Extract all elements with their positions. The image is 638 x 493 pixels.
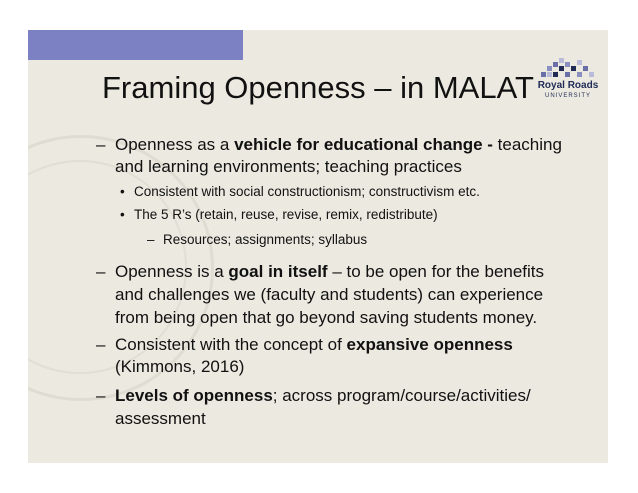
university-logo — [537, 58, 603, 108]
logo-text-sub: UNIVERSITY — [544, 93, 591, 99]
bullet-2-line-1: Openness is a goal in itself – to be open for the benefits — [115, 262, 545, 281]
bullet-3-line-1: Consistent with the concept of expansive openness — [115, 335, 513, 354]
header-accent-bar — [28, 30, 243, 60]
logo-mark-icon — [541, 58, 597, 80]
sub-sub-bullet-1: Resources; assignments; syllabus — [163, 232, 368, 247]
sub-bullet-dot: • — [120, 184, 125, 199]
sub-bullet-1: Consistent with social constructionism; constructivism etc. — [134, 184, 480, 199]
logo-text-name: Royal Roads — [537, 80, 599, 91]
sub-bullet-dot: • — [120, 207, 125, 222]
slide-title: Framing Openness – in MALAT — [102, 70, 534, 105]
bullet-dash: – — [96, 135, 106, 154]
bullet-4-line-1: Levels of openness; across program/course/activities/ — [115, 386, 531, 405]
bullet-dash: – — [96, 386, 106, 405]
bullet-dash: – — [96, 262, 106, 281]
bullet-dash: – — [96, 335, 106, 354]
bullet-4-line-2: assessment — [115, 409, 206, 428]
bullet-2-line-3: from being open that go beyond saving students money. — [115, 308, 538, 327]
bullet-1-line-1: Openness as a vehicle for educational change - teaching — [115, 135, 562, 154]
sub-sub-bullet-dash: – — [147, 232, 155, 247]
sub-bullet-2: The 5 R’s (retain, reuse, revise, remix, redistribute) — [134, 207, 438, 222]
bullet-3-line-2: (Kimmons, 2016) — [115, 357, 245, 376]
bullet-2-line-2: and challenges we (faculty and students) can experience — [115, 285, 544, 304]
bullet-1-line-2: and learning environments; teaching practices — [115, 157, 462, 176]
